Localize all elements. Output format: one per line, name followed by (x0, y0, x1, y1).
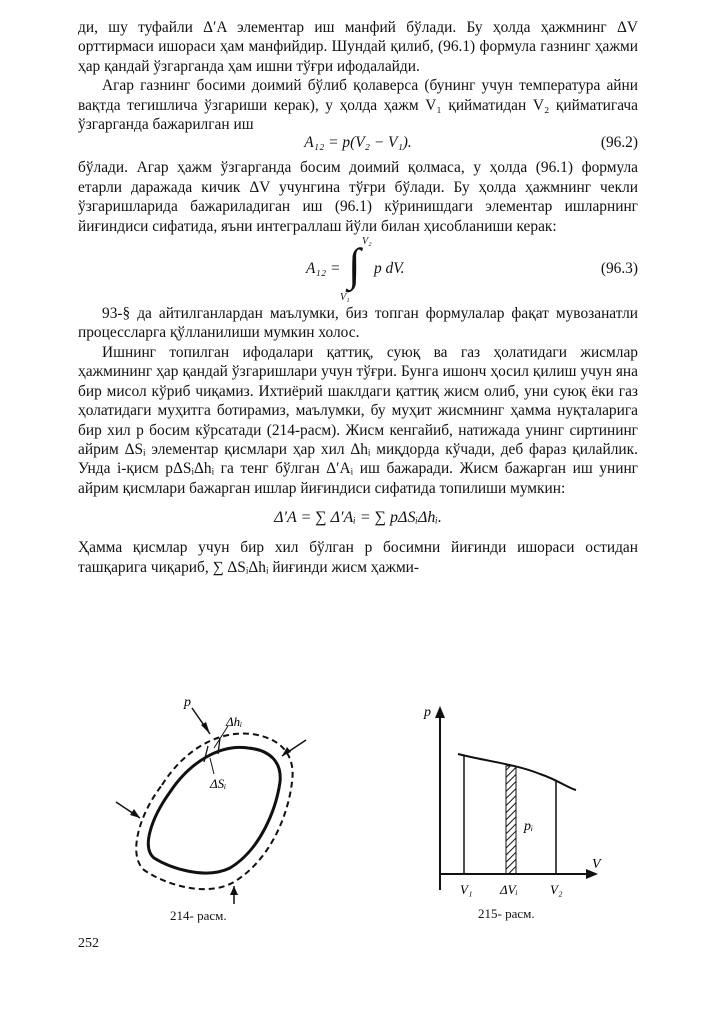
arrow-left-head (130, 809, 140, 818)
fig215-label-V: V (592, 857, 601, 872)
strip-line-1 (204, 746, 208, 762)
fig215-label-dvi: ΔVᵢ (500, 882, 518, 897)
figure-215-caption: 215- расм. (478, 906, 535, 921)
page-text (78, 18, 638, 577)
fig215-label-v1: V₁ (460, 882, 473, 897)
fig215-label-v2: V₂ (550, 882, 563, 897)
fig215-label-p: p (424, 705, 431, 720)
paragraph-6: Ҳамма қисмлар учун бир хил бўлган p босимни йиғинди ишораси остидан ташқарига чиқариб, ∑ ΔSᵢΔhᵢ йиғинди жисм ҳажми- (78, 539, 638, 576)
fig214-label-p: p (184, 695, 191, 710)
equation-96-2-formula: A₁₂ = p(V₂ − V₁). (304, 134, 412, 152)
integral-sign: ∫ (348, 239, 361, 291)
fig214-label-dh: Δhᵢ (226, 714, 243, 729)
equation-96-3-lhs: A₁₂ = (306, 260, 341, 278)
equation-sum: Δ′A = ∑ Δ′Aᵢ = ∑ pΔSᵢΔhᵢ. (274, 509, 442, 527)
figure-215 (420, 700, 610, 900)
page-number: 252 (78, 936, 99, 951)
ds-leader (210, 758, 214, 774)
fig215-label-pi: pᵢ (524, 819, 534, 834)
body-outline (148, 747, 280, 873)
fig214-label-ds: ΔSᵢ (210, 776, 227, 791)
equation-96-3-rhs: p dV. (374, 260, 405, 278)
arrow-bottom-head (230, 886, 238, 895)
figure-214-caption: 214- расм. (170, 908, 227, 923)
integral-upper-limit: V₂ (362, 236, 372, 248)
pressure-curve (458, 754, 576, 790)
figure-214 (110, 690, 310, 905)
paragraph-3: бўлади. Агар ҳажм ўзгарганда босим доимий қолмаса, у ҳолда (96.1) формула етарли даражада кичик ΔV учунгина тўғри бўлади. Бу ҳолда ҳажмнинг чекли ўзгаришларида бажариладиган иш (96.1) кўринишдаги элементар ишларнинг йиғиндиси сифатида, яъни интеграллаш йўли билан ҳисобланиши керак: (78, 159, 638, 235)
equation-96-2 (78, 134, 638, 158)
equation-96-2-number: (96.2) (600, 134, 638, 152)
p-axis-arrow (435, 706, 445, 718)
dvi-strip (506, 766, 516, 874)
equation-96-3 (78, 236, 638, 304)
paragraph-5: Ишнинг топилган ифодалари қаттиқ, суюқ ва газ ҳолатидаги жисмлар ҳажмининг ҳар қандай ўзгаришлари учун тўғри. Бунга ишонч ҳосил қилиш учун яна бир мисол кўриб чиқамиз. Ихтиёрий шаклдаги қаттиқ жисм олиб, уни суюқ ёки газ ҳолатидаги муҳитга ботирамиз, маълумки, бу муҳит жисмнинг ҳамма нуқталарига бир хил p босим кўрсатади (214-расм). Жисм кенгайиб, натижада унинг сиртининг айрим ΔSᵢ элементар қисмлари ҳар хил Δhᵢ миқдорда кўчади, деб фараз қилайлик. Унда i-қисм pΔSᵢΔhᵢ га тенг бўлган Δ′Aᵢ иш бажаради. Жисм бажарган иш унинг айрим қисмлари бажарган ишлар йиғиндиси сифатида топилиши мумкин: (78, 343, 638, 497)
paragraph-2: Агар газнинг босими доимий бўлиб қолаверса (бунинг учун температура айни вақтда тегишлича ўзгариши керак), у ҳолда ҳажм V₁ қийматидан V₂ қийматигача ўзгарганда бажарилган иш (78, 77, 638, 134)
integral-lower-limit: V₁ (340, 292, 350, 304)
paragraph-4: 93-§ да айтилганлардан маълумки, биз топган формулалар фақат мувозанатли процессларга қўлланилиши мумкин холос. (78, 305, 638, 342)
equation-96-3-number: (96.3) (600, 260, 638, 278)
dh-leader (214, 726, 228, 748)
paragraph-1: ди, шу туфайли Δ′A элементар иш манфий бўлади. Бу ҳолда ҳажмнинг ΔV орттирмаси ишораси ҳам манфийдир. Шундай қилиб, (96.1) формула газнинг ҳажми ҳар қандай ўзгарганда ҳам ишни тўғри ифодалайди. (78, 19, 638, 75)
